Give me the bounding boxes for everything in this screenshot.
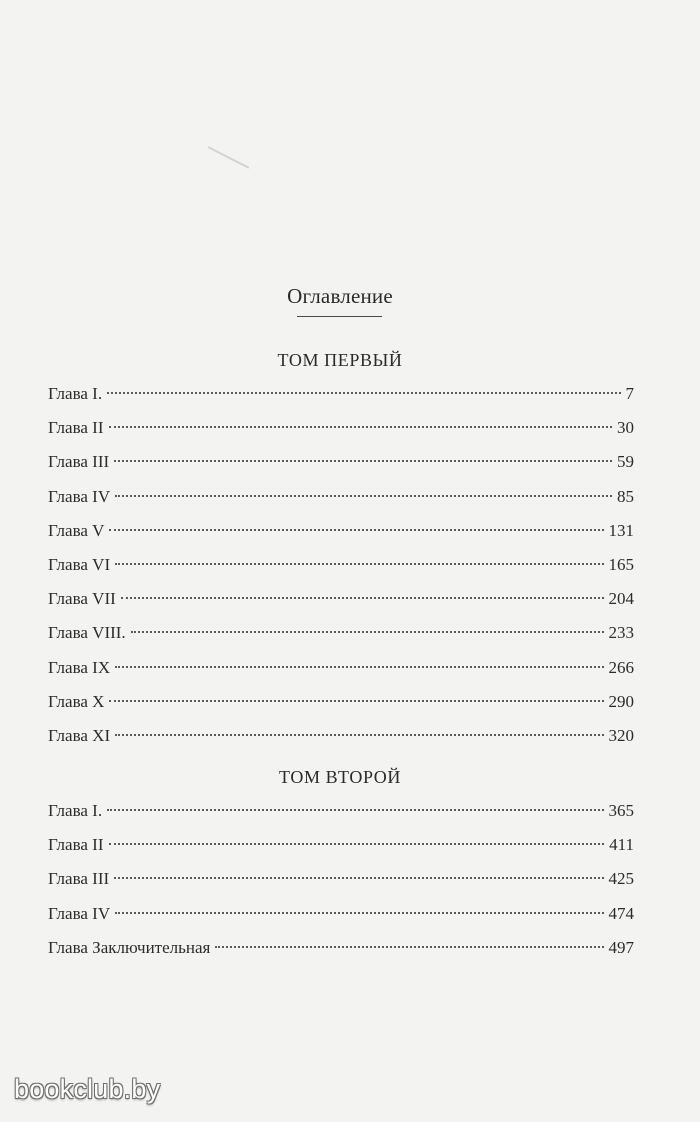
page-number: 497 bbox=[608, 937, 634, 957]
volume-1-chapter-list bbox=[48, 377, 634, 753]
dot-leader bbox=[115, 912, 603, 914]
page-number: 474 bbox=[608, 903, 634, 923]
dot-leader bbox=[115, 734, 603, 736]
toc-entry bbox=[48, 411, 634, 445]
dot-leader bbox=[115, 563, 603, 565]
toc-entry bbox=[48, 616, 634, 650]
chapter-title: Глава X bbox=[48, 691, 105, 711]
chapter-title: Глава Заключительная bbox=[48, 937, 211, 957]
toc-entry bbox=[48, 897, 634, 931]
chapter-title: Глава VI bbox=[48, 554, 111, 574]
toc-entry bbox=[48, 377, 634, 411]
volume-2-chapter-list bbox=[48, 794, 634, 965]
volume-heading-1: ТОМ ПЕРВЫЙ bbox=[277, 350, 403, 370]
toc-entry bbox=[48, 548, 634, 582]
page-number: 85 bbox=[617, 486, 634, 506]
page-number: 290 bbox=[608, 691, 634, 711]
chapter-title: Глава III bbox=[48, 452, 110, 472]
chapter-title: Глава VIII. bbox=[48, 623, 126, 643]
chapter-title: Глава V bbox=[48, 520, 105, 540]
page-number: 320 bbox=[608, 725, 634, 745]
dot-leader bbox=[107, 392, 620, 394]
page-number: 165 bbox=[608, 554, 634, 574]
dot-leader bbox=[107, 809, 603, 811]
page-number: 365 bbox=[608, 801, 634, 820]
chapter-title: Глава III bbox=[48, 869, 110, 889]
dot-leader bbox=[131, 631, 604, 633]
toc-entry bbox=[48, 931, 634, 965]
dot-leader bbox=[109, 843, 605, 845]
dot-leader bbox=[109, 700, 603, 702]
dot-leader bbox=[215, 946, 603, 948]
dot-leader bbox=[115, 666, 603, 668]
toc-entry bbox=[48, 445, 634, 479]
page-number: 59 bbox=[617, 452, 634, 472]
toc-entry bbox=[48, 582, 634, 616]
chapter-title: Глава II bbox=[48, 835, 104, 855]
chapter-title: Глава II bbox=[48, 418, 104, 438]
dot-leader bbox=[121, 597, 604, 599]
contents-title: Оглавление bbox=[287, 284, 393, 308]
toc-entry bbox=[48, 514, 634, 548]
chapter-title: Глава IV bbox=[48, 903, 111, 923]
chapter-title: Глава I. bbox=[48, 801, 103, 820]
toc-entry bbox=[48, 862, 634, 896]
page-number: 30 bbox=[617, 418, 634, 438]
toc-entry bbox=[48, 651, 634, 685]
volume-heading-2: ТОМ ВТОРОЙ bbox=[278, 767, 401, 787]
page-number: 7 bbox=[625, 384, 634, 403]
chapter-title: Глава IX bbox=[48, 657, 111, 677]
dot-leader bbox=[114, 460, 612, 462]
toc-entry bbox=[48, 794, 634, 828]
page-number: 204 bbox=[608, 589, 634, 609]
page-number: 411 bbox=[609, 835, 634, 855]
chapter-title: Глава IV bbox=[48, 486, 111, 506]
toc-entry bbox=[48, 480, 634, 514]
dot-leader bbox=[114, 877, 603, 879]
page-number: 266 bbox=[608, 657, 634, 677]
dot-leader bbox=[115, 495, 612, 497]
page-number: 425 bbox=[608, 869, 634, 889]
title-underline bbox=[297, 316, 382, 317]
chapter-title: Глава VII bbox=[48, 589, 116, 609]
toc-entry bbox=[48, 685, 634, 719]
page-smudge bbox=[208, 146, 250, 169]
chapter-title: Глава XI bbox=[48, 725, 111, 745]
toc-entry bbox=[48, 828, 634, 862]
dot-leader bbox=[109, 426, 613, 428]
dot-leader bbox=[109, 529, 603, 531]
page-number: 131 bbox=[608, 520, 634, 540]
chapter-title: Глава I. bbox=[48, 384, 103, 403]
watermark: bookclub.by bbox=[14, 1074, 161, 1104]
toc-entry bbox=[48, 719, 634, 753]
page-number: 233 bbox=[608, 623, 634, 643]
